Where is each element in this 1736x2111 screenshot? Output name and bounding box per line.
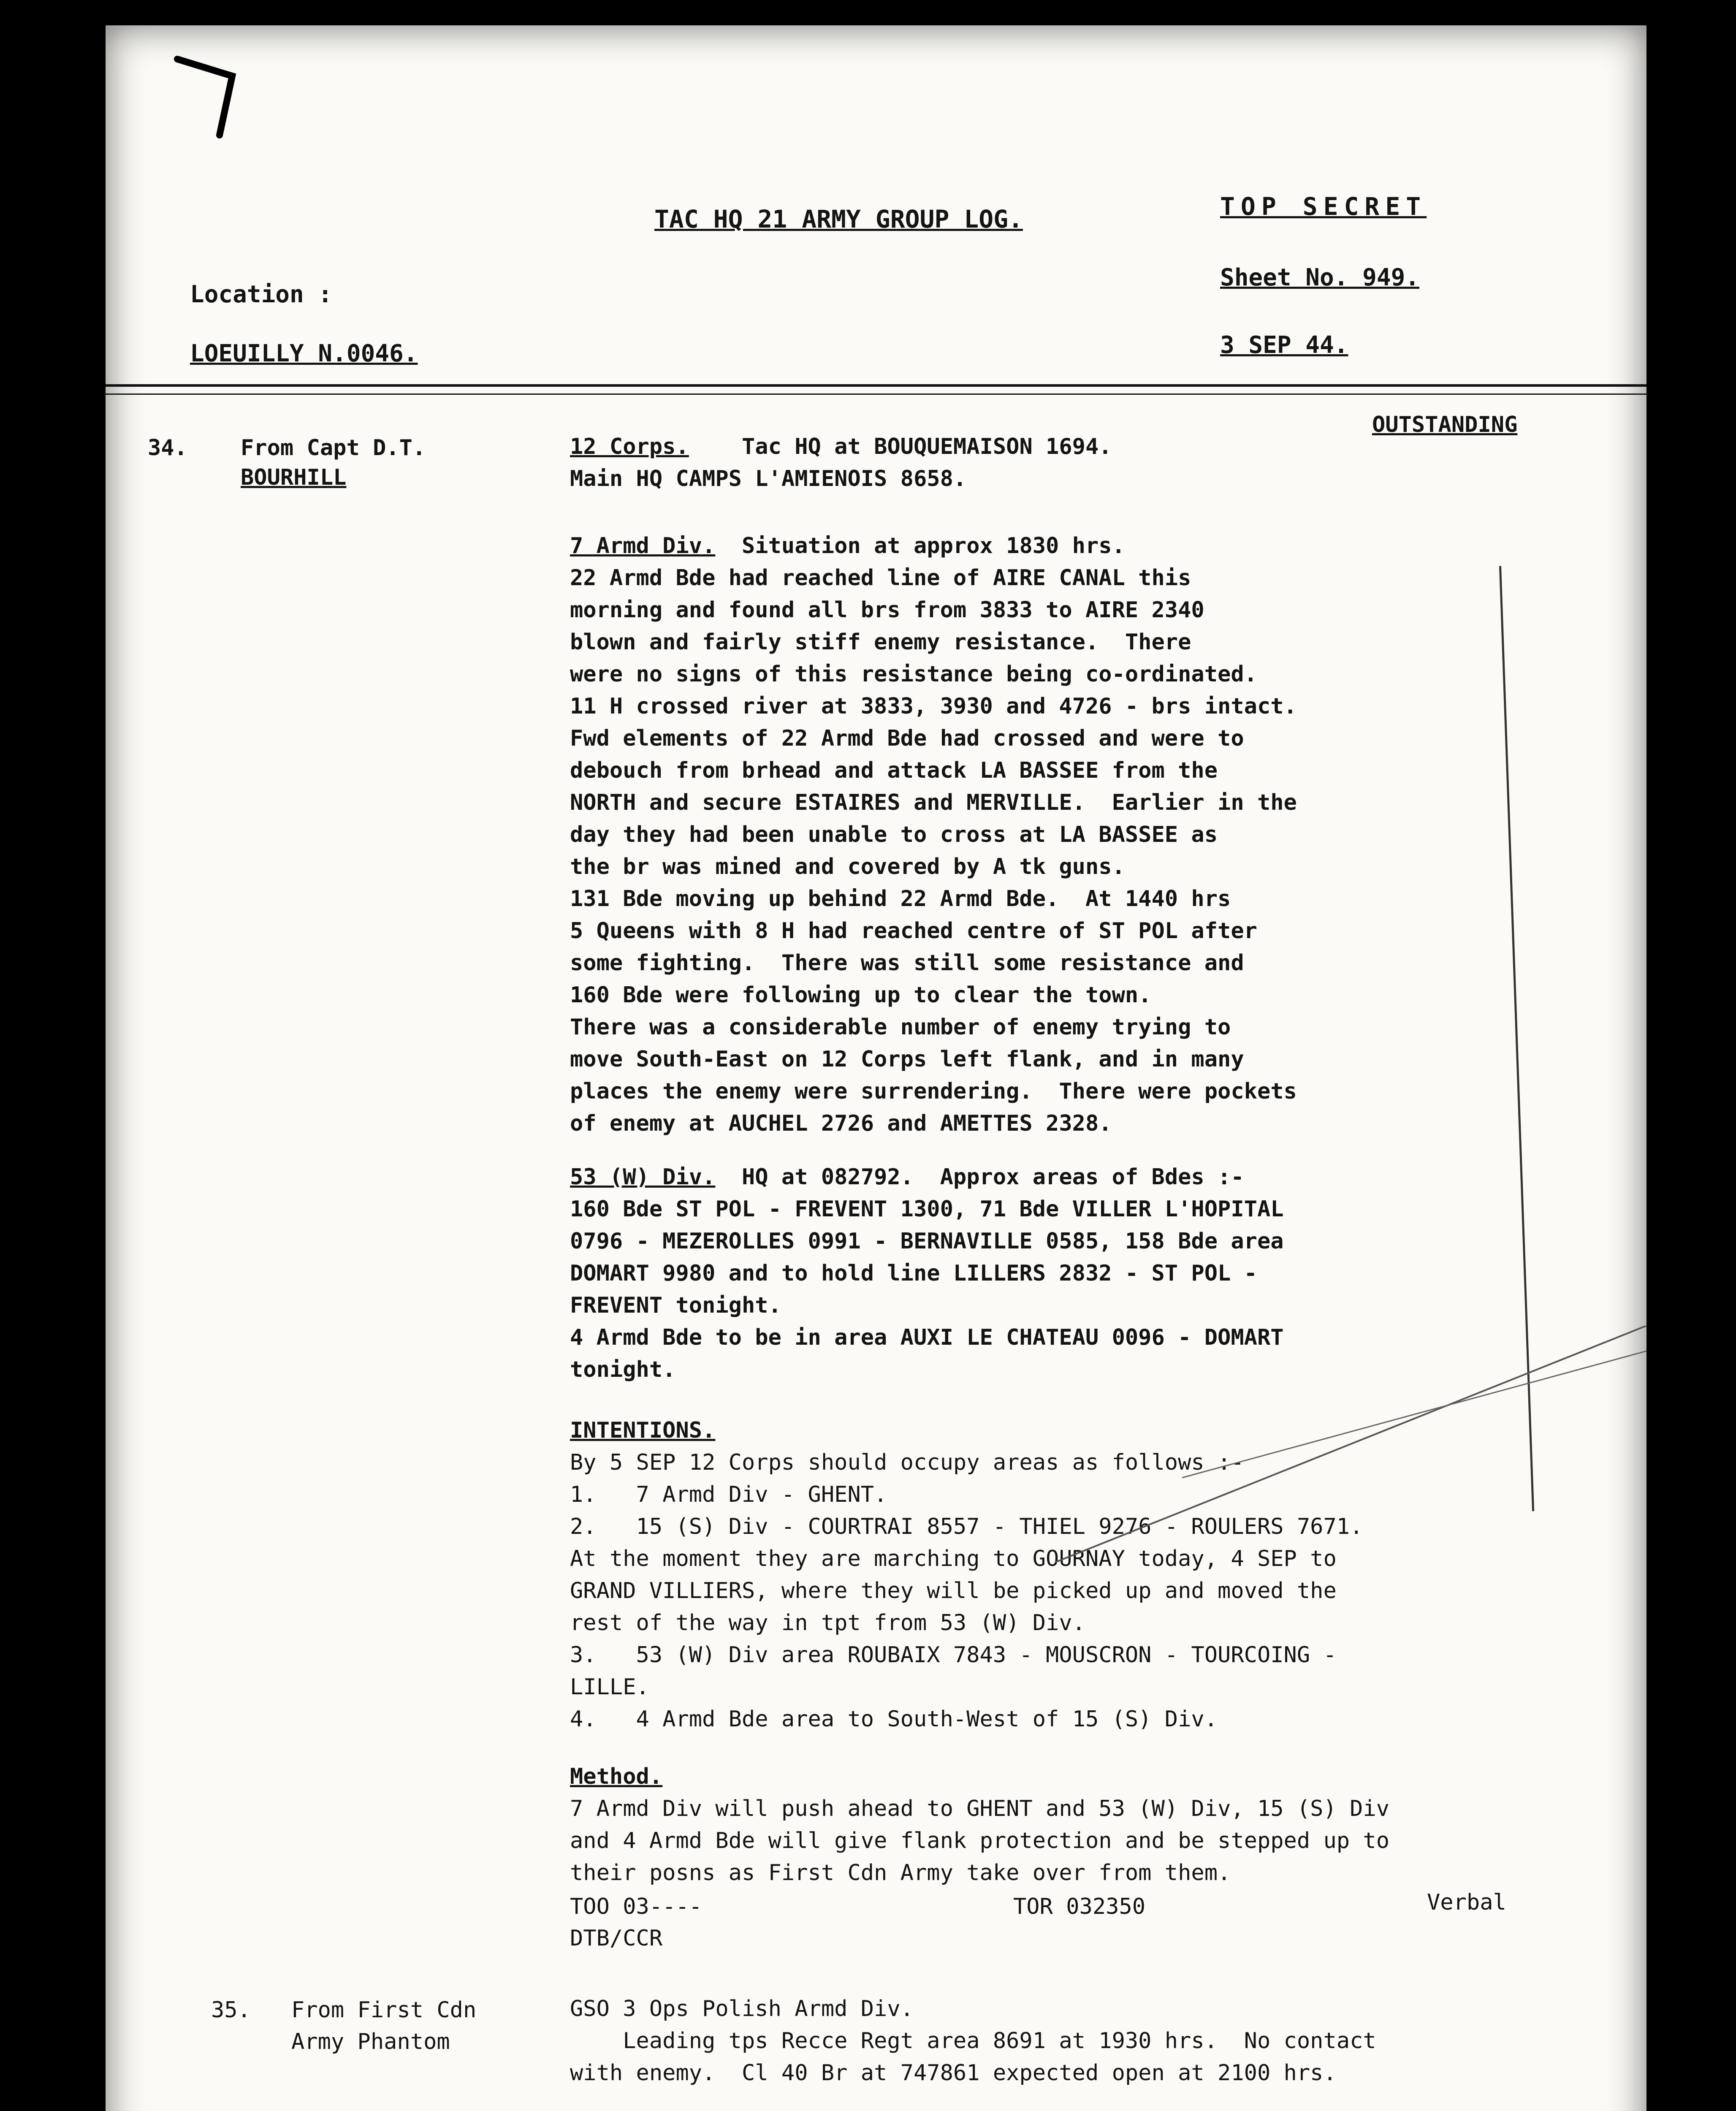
- text-line: debouch from brhead and attack LA BASSEE from the: [570, 758, 1218, 783]
- entry-number: 34.: [148, 435, 187, 461]
- corner-mark: [148, 51, 274, 148]
- text-line: rest of the way in tpt from 53 (W) Div.: [570, 1610, 1085, 1636]
- text-line: 5 Queens with 8 H had reached centre of ST POL after: [570, 918, 1257, 944]
- entry-from: From Capt D.T.: [241, 435, 426, 461]
- text-line: GRAND VILLIERS, where they will be picked up and moved the: [570, 1578, 1337, 1604]
- entry-34-armd-div: [570, 530, 1646, 1140]
- text-line: of enemy at AUCHEL 2726 and AMETTES 2328.: [570, 1111, 1112, 1136]
- text-line: HQ at 082792. Approx areas of Bdes :-: [742, 1164, 1244, 1190]
- text-line: 2. 15 (S) Div - COURTRAI 8557 - THIEL 9276 - ROULERS 7671.: [570, 1514, 1363, 1539]
- text-line: 22 Armd Bde had reached line of AIRE CANAL this: [570, 565, 1191, 591]
- text-line: At the moment they are marching to GOURNAY today, 4 SEP to: [570, 1546, 1337, 1571]
- header-rule: [106, 384, 1646, 387]
- text-line: 3. 53 (W) Div area ROUBAIX 7843 - MOUSCRON - TOURCOING -: [570, 1642, 1337, 1668]
- text-line: 7 Armd Div will push ahead to GHENT and 53 (W) Div, 15 (S) Div: [570, 1796, 1390, 1821]
- section-heading: 7 Armd Div.: [570, 533, 716, 559]
- text-line: NORTH and secure ESTAIRES and MERVILLE. Earlier in the: [570, 790, 1297, 815]
- text-line: DOMART 9980 and to hold line LILLERS 2832 - ST POL -: [570, 1261, 1257, 1286]
- text-line: places the enemy were surrendering. There were pockets: [570, 1079, 1297, 1104]
- text-line: FREVENT tonight.: [570, 1293, 781, 1318]
- entry-34-intro: [570, 431, 1646, 495]
- text-line: 160 Bde were following up to clear the town.: [570, 982, 1152, 1008]
- text-line: Situation at approx 1830 hrs.: [742, 533, 1125, 559]
- text-line: Leading tps Recce Regt area 8691 at 1930 hrs. No contact: [570, 2028, 1376, 2054]
- text-line: 4 Armd Bde to be in area AUXI LE CHATEAU 0096 - DOMART: [570, 1325, 1284, 1350]
- text-line: 160 Bde ST POL - FREVENT 1300, 71 Bde VILLER L'HOPITAL: [570, 1197, 1284, 1222]
- log-sheet: [106, 25, 1646, 2111]
- text-line: 0796 - MEZEROLLES 0991 - BERNAVILLE 0585, 158 Bde area: [570, 1229, 1284, 1254]
- section-heading: INTENTIONS.: [570, 1418, 716, 1443]
- location-label: Location :: [190, 281, 333, 308]
- text-line: GSO 3 Ops Polish Armd Div.: [570, 1996, 914, 2021]
- entry-from-name: BOURHILL: [241, 465, 347, 490]
- text-line: 131 Bde moving up behind 22 Armd Bde. At 1440 hrs: [570, 886, 1231, 912]
- operator-initials: DTB/CCR: [570, 1926, 663, 1951]
- text-line: tonight.: [570, 1357, 676, 1382]
- header-rule-thin: [106, 393, 1646, 395]
- section-heading: 12 Corps.: [570, 434, 689, 459]
- location-value: LOEUILLY N.0046.: [190, 340, 418, 367]
- entry-35-body: [570, 1993, 1646, 2089]
- text-line: day they had been unable to cross at LA BASSEE as: [570, 822, 1218, 847]
- text-line: move South-East on 12 Corps left flank, and in many: [570, 1047, 1244, 1072]
- entry-note: Verbal: [1427, 1890, 1506, 1915]
- text-line: Main HQ CAMPS L'AMIENOIS 8658.: [570, 466, 967, 491]
- section-heading: Method.: [570, 1764, 663, 1789]
- text-line: with enemy. Cl 40 Br at 747861 expected open at 2100 hrs.: [570, 2060, 1337, 2086]
- pencil-strokes: [1055, 1326, 1646, 1579]
- entry-from-name: Army Phantom: [291, 2029, 450, 2054]
- text-line: 4. 4 Armd Bde area to South-West of 15 (S) Div.: [570, 1707, 1218, 1732]
- text-line: morning and found all brs from 3833 to AIRE 2340: [570, 597, 1204, 623]
- sheet-number: Sheet No. 949.: [1220, 264, 1420, 291]
- text-line: 1. 7 Armd Div - GHENT.: [570, 1482, 887, 1507]
- entry-from: From First Cdn: [291, 1997, 477, 2023]
- outstanding-label: OUTSTANDING: [1372, 412, 1518, 437]
- date: 3 SEP 44.: [1220, 331, 1348, 359]
- text-line: blown and fairly stiff enemy resistance. There: [570, 630, 1191, 655]
- time-of-receipt: TOR 032350: [1013, 1894, 1146, 1919]
- text-line: LILLE.: [570, 1674, 649, 1700]
- text-line: 11 H crossed river at 3833, 3930 and 4726 - brs intact.: [570, 694, 1297, 719]
- section-heading: 53 (W) Div.: [570, 1164, 716, 1190]
- text-line: Tac HQ at BOUQUEMAISON 1694.: [742, 434, 1112, 459]
- classification-stamp: TOP SECRET: [1220, 192, 1427, 221]
- log-title: TAC HQ 21 ARMY GROUP LOG.: [654, 205, 1023, 233]
- text-line: some fighting. There was still some resistance and: [570, 950, 1244, 976]
- text-line: There was a considerable number of enemy trying to: [570, 1015, 1231, 1040]
- time-of-origin: TOO 03----: [570, 1894, 703, 1919]
- text-line: their posns as First Cdn Army take over from them.: [570, 1860, 1231, 1886]
- text-line: Fwd elements of 22 Armd Bde had crossed and were to: [570, 726, 1244, 751]
- text-line: were no signs of this resistance being co-ordinated.: [570, 662, 1257, 687]
- text-line: the br was mined and covered by A tk guns.: [570, 854, 1125, 879]
- entry-34-method: [570, 1761, 1646, 1889]
- text-line: and 4 Armd Bde will give flank protection and be stepped up to: [570, 1828, 1390, 1853]
- entry-number: 35.: [211, 1997, 251, 2023]
- text-line: By 5 SEP 12 Corps should occupy areas as follows :-: [570, 1450, 1244, 1475]
